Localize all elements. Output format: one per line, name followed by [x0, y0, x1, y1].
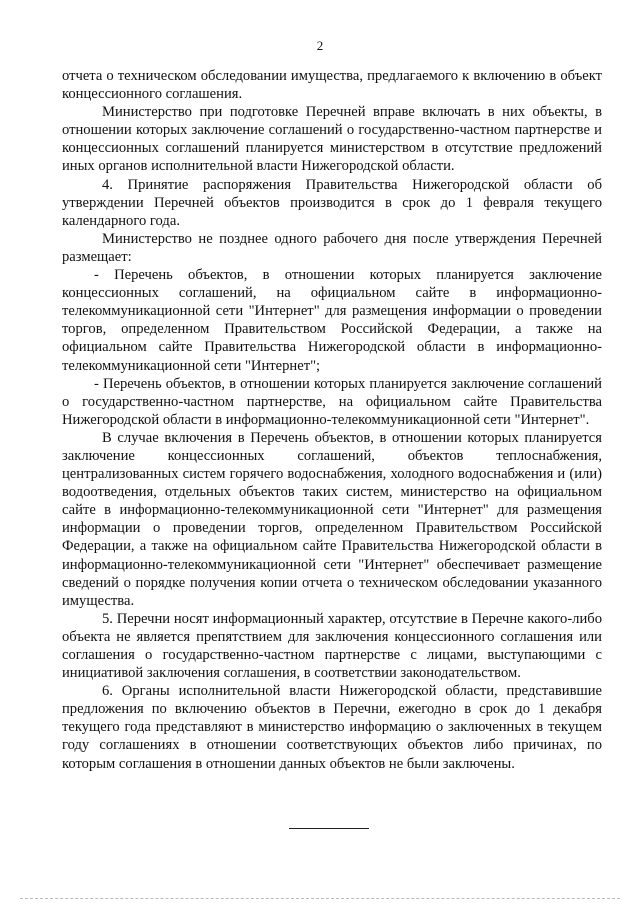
end-separator-line: [289, 828, 369, 829]
list-item-ppp-list: - Перечень объектов, в отношении которых планируется заключение соглашений о государственно-частном партнерстве, на официальном сайте Правительства Нижегородской области в информационно-телекоммуникационной сети "Интернет".: [62, 375, 602, 428]
document-body: [62, 67, 602, 773]
paragraph-ministry-right: Министерство при подготовке Перечней вправе включать в них объекты, в отношении которых заключение соглашений о государственно-частном партнерстве и концессионных соглашений планируется министерством в отсутствие предложений иных органов исполнительной власти Нижегородской области.: [62, 104, 602, 175]
list-item-concession-list: - Перечень объектов, в отношении которых планируется заключение концессионных соглашений, на официальном сайте в информационно-телекоммуникационной сети "Интернет" для размещения информации о проведении торгов, определенном Правительством Российской Федерации, а также на официальном сайте Правительства Нижегородской области в информационно-телекоммуникационной сети "Интернет";: [62, 267, 602, 374]
paragraph-item-6: 6. Органы исполнительной власти Нижегородской области, представившие предложения по включению объектов в Перечни, ежегодно в срок до 1 декабря текущего года представляют в министерство информацию о заключенных в текущем году соглашениях в отношении соответствующих объектов либо причинах, по которым соглашения в отношении данных объектов не были заключены.: [62, 683, 602, 772]
paragraph-item-5: 5. Перечни носят информационный характер, отсутствие в Перечне какого-либо объекта не является препятствием для заключения концессионного соглашения или соглашения о государственно-частном партнерстве с лицами, выступающими с инициативой заключения соглашения, в соответствии законодательством.: [62, 610, 602, 682]
scan-edge-artifact: [20, 898, 620, 899]
paragraph-item-4: 4. Принятие распоряжения Правительства Нижегородской области об утверждении Перечней объектов производится в срок до 1 февраля текущего календарного года.: [62, 176, 602, 229]
paragraph-publication-intro: Министерство не позднее одного рабочего дня после утверждения Перечней размещает:: [62, 230, 602, 265]
paragraph-continuation: отчета о техническом обследовании имущества, предлагаемого к включению в объект концессионного соглашения.: [62, 68, 602, 103]
page-number: 2: [316, 38, 324, 53]
paragraph-heat-supply-objects: В случае включения в Перечень объектов, в отношении которых планируется заключение концессионных соглашений, объектов теплоснабжения, централизованных систем горячего водоснабжения, холодного водоснабжения и (или) водоотведения, отдельных объектов таких систем, министерство на официальном сайте в информационно-телекоммуникационной сети "Интернет" для размещения информации о проведении торгов, определенном Правительством Российской Федерации, а также на официальном сайте Правительства Нижегородской области в информационно-телекоммуникационной сети "Интернет" обеспечивает размещение сведений о порядке получения копии отчета о техническом обследовании указанного имущества.: [62, 429, 602, 609]
